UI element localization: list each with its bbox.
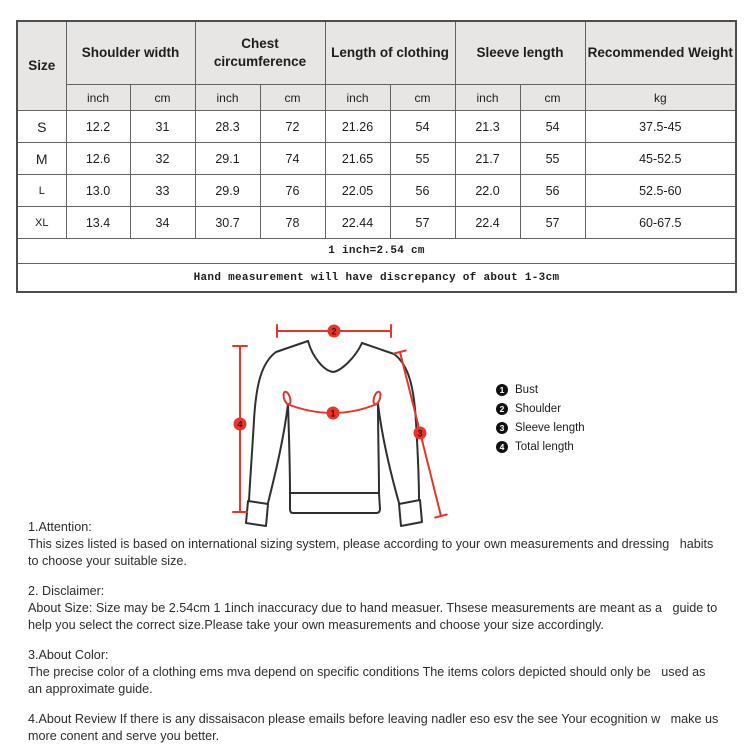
table-row-l bbox=[17, 175, 736, 207]
numbered-circle-icon: 2 bbox=[496, 403, 508, 415]
section-heading: 3.About Color: bbox=[28, 648, 109, 662]
table-unit-row bbox=[17, 85, 736, 111]
col-header-sleeve-length: Sleeve length bbox=[455, 21, 585, 85]
table-cell: 28.3 bbox=[195, 111, 260, 143]
bust-marker bbox=[327, 407, 340, 420]
table-cell: 55 bbox=[520, 143, 585, 175]
sweater-outline bbox=[246, 341, 422, 526]
inch-conversion-note: 1 inch=2.54 cm bbox=[17, 239, 736, 264]
table-cell: 52.5-60 bbox=[585, 175, 736, 207]
table-note-row-1 bbox=[17, 239, 736, 264]
section-body: About Size: Size may be 2.54cm 1 1inch inaccuracy due to hand measuer. Thsese measurements are meant as a guide to help you select the correct size.Please take your own measurements and choose your size accordingly. bbox=[28, 601, 721, 632]
shoulder-marker bbox=[328, 325, 341, 338]
row-label: XL bbox=[17, 207, 66, 239]
table-cell: 57 bbox=[520, 207, 585, 239]
table-cell: 37.5-45 bbox=[585, 111, 736, 143]
unit-cell: cm bbox=[130, 85, 195, 111]
col-header-recommended-weight: Recommended Weight bbox=[585, 21, 736, 85]
unit-cell: cm bbox=[260, 85, 325, 111]
col-header-size: Size bbox=[17, 21, 66, 111]
table-row-s bbox=[17, 111, 736, 143]
table-cell: 55 bbox=[390, 143, 455, 175]
length-marker bbox=[234, 418, 247, 431]
table-cell: 21.65 bbox=[325, 143, 390, 175]
unit-cell: inch bbox=[195, 85, 260, 111]
row-label: M bbox=[17, 143, 66, 175]
table-cell: 21.3 bbox=[455, 111, 520, 143]
table-cell: 45-52.5 bbox=[585, 143, 736, 175]
section-body: This sizes listed is based on international sizing system, please according to your own measurements and dressing habits to choose your suitable size. bbox=[28, 537, 717, 568]
section-disclaimer bbox=[28, 583, 722, 634]
unit-cell: cm bbox=[520, 85, 585, 111]
section-body: 4.About Review If there is any dissaisacon please emails before leaving nadler eso esv the see Your ecognition w make us more conent and serve you better. bbox=[28, 712, 722, 743]
table-cell: 13.4 bbox=[66, 207, 130, 239]
table-cell: 54 bbox=[520, 111, 585, 143]
svg-text:4: 4 bbox=[237, 419, 243, 430]
legend-item-total-length bbox=[496, 437, 585, 456]
notes-text-block bbox=[28, 519, 722, 750]
table-cell: 22.4 bbox=[455, 207, 520, 239]
table-cell: 32 bbox=[130, 143, 195, 175]
numbered-circle-icon: 1 bbox=[496, 384, 508, 396]
table-cell: 74 bbox=[260, 143, 325, 175]
table-note-row-2 bbox=[17, 264, 736, 293]
table-cell: 72 bbox=[260, 111, 325, 143]
table-cell: 22.44 bbox=[325, 207, 390, 239]
section-about-review bbox=[28, 711, 722, 745]
table-cell: 33 bbox=[130, 175, 195, 207]
table-cell: 56 bbox=[520, 175, 585, 207]
legend-item-bust bbox=[496, 380, 585, 399]
legend-label: Total length bbox=[515, 440, 574, 453]
unit-cell: inch bbox=[455, 85, 520, 111]
size-table bbox=[16, 20, 737, 293]
table-cell: 57 bbox=[390, 207, 455, 239]
table-cell: 29.1 bbox=[195, 143, 260, 175]
table-cell: 21.26 bbox=[325, 111, 390, 143]
row-label: L bbox=[17, 175, 66, 207]
legend-label: Sleeve length bbox=[515, 421, 585, 434]
section-about-color bbox=[28, 647, 722, 698]
hand-measurement-note: Hand measurement will have discrepancy of about 1-3cm bbox=[17, 264, 736, 293]
section-heading: 2. Disclaimer: bbox=[28, 584, 105, 598]
table-row-xl bbox=[17, 207, 736, 239]
svg-text:1: 1 bbox=[330, 408, 336, 419]
section-attention bbox=[28, 519, 722, 570]
section-heading: 1.Attention: bbox=[28, 520, 92, 534]
table-cell: 78 bbox=[260, 207, 325, 239]
numbered-circle-icon: 4 bbox=[496, 441, 508, 453]
table-cell: 13.0 bbox=[66, 175, 130, 207]
table-cell: 34 bbox=[130, 207, 195, 239]
table-cell: 54 bbox=[390, 111, 455, 143]
table-cell: 12.2 bbox=[66, 111, 130, 143]
table-cell: 12.6 bbox=[66, 143, 130, 175]
legend-item-sleeve-length bbox=[496, 418, 585, 437]
legend-label: Shoulder bbox=[515, 402, 562, 415]
table-cell: 21.7 bbox=[455, 143, 520, 175]
measurement-legend bbox=[496, 380, 585, 456]
unit-cell: inch bbox=[66, 85, 130, 111]
table-cell: 29.9 bbox=[195, 175, 260, 207]
col-header-chest-circumference: Chest circumference bbox=[195, 21, 325, 85]
unit-cell: cm bbox=[390, 85, 455, 111]
legend-label: Bust bbox=[515, 383, 539, 396]
sleeve-marker bbox=[414, 427, 427, 440]
table-cell: 22.0 bbox=[455, 175, 520, 207]
col-header-length-of-clothing: Length of clothing bbox=[325, 21, 455, 85]
section-body: The precise color of a clothing ems mva depend on specific conditions The items colors depicted should only be used as an approximate guide. bbox=[28, 665, 709, 696]
row-label: S bbox=[17, 111, 66, 143]
unit-cell: kg bbox=[585, 85, 736, 111]
table-cell: 30.7 bbox=[195, 207, 260, 239]
svg-text:3: 3 bbox=[417, 428, 423, 439]
table-cell: 76 bbox=[260, 175, 325, 207]
table-row-m bbox=[17, 143, 736, 175]
unit-cell: inch bbox=[325, 85, 390, 111]
col-header-shoulder-width: Shoulder width bbox=[66, 21, 195, 85]
legend-item-shoulder bbox=[496, 399, 585, 418]
table-cell: 56 bbox=[390, 175, 455, 207]
table-cell: 22.05 bbox=[325, 175, 390, 207]
svg-text:2: 2 bbox=[331, 326, 337, 337]
numbered-circle-icon: 3 bbox=[496, 422, 508, 434]
table-cell: 31 bbox=[130, 111, 195, 143]
table-header-row bbox=[17, 21, 736, 85]
table-cell: 60-67.5 bbox=[585, 207, 736, 239]
sweater-measurement-diagram bbox=[225, 310, 485, 538]
